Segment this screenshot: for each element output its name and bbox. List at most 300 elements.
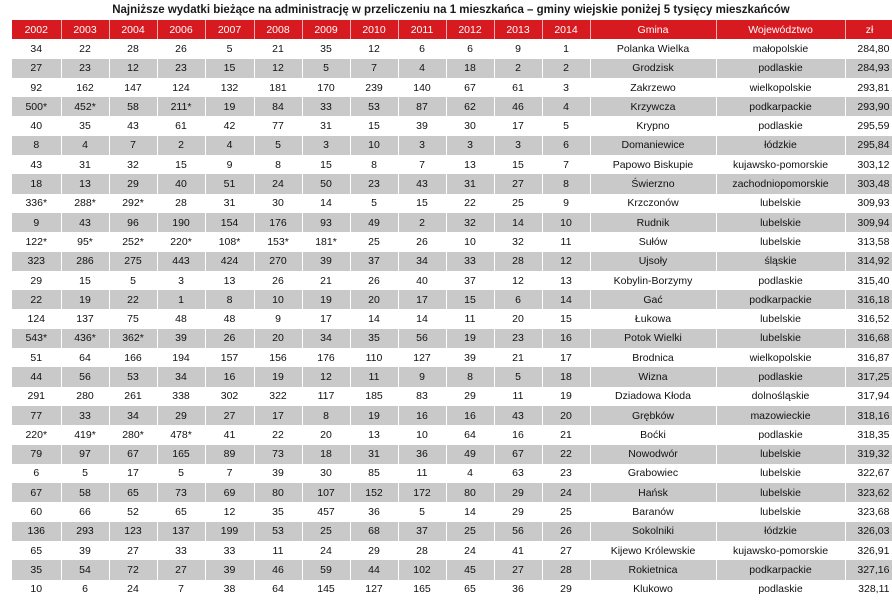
cell-rank: 6 xyxy=(398,39,446,58)
cell-rank: 29 xyxy=(157,406,205,425)
cell-rank: 72 xyxy=(109,560,157,579)
cell-rank: 16 xyxy=(446,406,494,425)
cell-rank: 51 xyxy=(205,174,254,193)
column-header: 2002 xyxy=(12,20,61,39)
cell-rank: 19 xyxy=(205,97,254,116)
cell-rank: 97 xyxy=(61,445,109,464)
cell-rank: 275 xyxy=(109,252,157,271)
cell-rank: 8 xyxy=(254,155,302,174)
cell-rank: 280 xyxy=(61,387,109,406)
cell-amount: 326,03 xyxy=(845,522,892,541)
cell-rank: 2 xyxy=(398,213,446,232)
cell-gmina: Świerzno xyxy=(590,174,716,193)
cell-rank: 9 xyxy=(205,155,254,174)
cell-rank: 56 xyxy=(398,329,446,348)
cell-rank: 28 xyxy=(542,560,590,579)
cell-rank: 15 xyxy=(205,59,254,78)
cell-rank: 49 xyxy=(350,213,398,232)
cell-rank: 165 xyxy=(157,445,205,464)
cell-rank: 17 xyxy=(398,290,446,309)
cell-rank: 9 xyxy=(12,213,61,232)
cell-rank: 73 xyxy=(157,483,205,502)
cell-amount: 293,90 xyxy=(845,97,892,116)
cell-rank: 288* xyxy=(61,194,109,213)
cell-gmina: Krzywcza xyxy=(590,97,716,116)
cell-rank: 61 xyxy=(494,78,542,97)
cell-rank: 24 xyxy=(446,541,494,560)
cell-rank: 293 xyxy=(61,522,109,541)
cell-rank: 29 xyxy=(350,541,398,560)
cell-rank: 35 xyxy=(302,39,350,58)
cell-rank: 17 xyxy=(542,348,590,367)
cell-wojewodztwo: lubelskie xyxy=(716,464,845,483)
cell-wojewodztwo: wielkopolskie xyxy=(716,348,845,367)
cell-rank: 25 xyxy=(302,522,350,541)
cell-rank: 29 xyxy=(109,174,157,193)
cell-wojewodztwo: podlaskie xyxy=(716,425,845,444)
table-row xyxy=(12,406,892,425)
column-header: Województwo xyxy=(716,20,845,39)
column-header: zł xyxy=(845,20,892,39)
table-row xyxy=(12,213,892,232)
cell-rank: 26 xyxy=(398,232,446,251)
table-row xyxy=(12,387,892,406)
cell-rank: 12 xyxy=(350,39,398,58)
cell-rank: 22 xyxy=(446,194,494,213)
column-header: 2004 xyxy=(109,20,157,39)
cell-rank: 17 xyxy=(302,309,350,328)
cell-rank: 92 xyxy=(12,78,61,97)
cell-rank: 27 xyxy=(205,406,254,425)
cell-rank: 12 xyxy=(494,271,542,290)
cell-rank: 36 xyxy=(398,445,446,464)
cell-rank: 127 xyxy=(398,348,446,367)
column-header: 2008 xyxy=(254,20,302,39)
cell-rank: 37 xyxy=(446,271,494,290)
cell-rank: 65 xyxy=(12,541,61,560)
cell-rank: 66 xyxy=(61,502,109,521)
cell-gmina: Rokietnica xyxy=(590,560,716,579)
cell-gmina: Papowo Biskupie xyxy=(590,155,716,174)
column-header: 2009 xyxy=(302,20,350,39)
ranking-table xyxy=(12,20,892,599)
cell-rank: 110 xyxy=(350,348,398,367)
cell-rank: 15 xyxy=(350,116,398,135)
cell-amount: 303,12 xyxy=(845,155,892,174)
cell-gmina: Hańsk xyxy=(590,483,716,502)
cell-wojewodztwo: lubelskie xyxy=(716,502,845,521)
table-row xyxy=(12,445,892,464)
cell-wojewodztwo: lubelskie xyxy=(716,232,845,251)
cell-rank: 29 xyxy=(446,387,494,406)
cell-wojewodztwo: podkarpackie xyxy=(716,290,845,309)
cell-rank: 35 xyxy=(61,116,109,135)
cell-rank: 9 xyxy=(494,39,542,58)
cell-rank: 15 xyxy=(302,155,350,174)
cell-rank: 4 xyxy=(205,136,254,155)
cell-wojewodztwo: małopolskie xyxy=(716,39,845,58)
cell-gmina: Klukowo xyxy=(590,580,716,599)
cell-rank: 5 xyxy=(61,464,109,483)
cell-rank: 29 xyxy=(542,580,590,599)
cell-gmina: Krypno xyxy=(590,116,716,135)
cell-rank: 127 xyxy=(350,580,398,599)
cell-rank: 137 xyxy=(61,309,109,328)
cell-wojewodztwo: podlaskie xyxy=(716,367,845,386)
cell-rank: 7 xyxy=(542,155,590,174)
cell-rank: 12 xyxy=(205,502,254,521)
cell-wojewodztwo: kujawsko-pomorskie xyxy=(716,541,845,560)
cell-rank: 35 xyxy=(254,502,302,521)
cell-rank: 68 xyxy=(350,522,398,541)
cell-wojewodztwo: podlaskie xyxy=(716,59,845,78)
cell-rank: 89 xyxy=(205,445,254,464)
cell-rank: 2 xyxy=(494,59,542,78)
cell-rank: 22 xyxy=(254,425,302,444)
cell-rank: 43 xyxy=(109,116,157,135)
cell-rank: 79 xyxy=(12,445,61,464)
cell-wojewodztwo: lubelskie xyxy=(716,213,845,232)
cell-rank: 14 xyxy=(398,309,446,328)
cell-rank: 35 xyxy=(12,560,61,579)
cell-rank: 37 xyxy=(398,522,446,541)
table-row xyxy=(12,290,892,309)
cell-rank: 132 xyxy=(205,78,254,97)
table-row xyxy=(12,78,892,97)
cell-rank: 13 xyxy=(446,155,494,174)
cell-rank: 14 xyxy=(302,194,350,213)
cell-rank: 424 xyxy=(205,252,254,271)
cell-rank: 261 xyxy=(109,387,157,406)
cell-rank: 34 xyxy=(398,252,446,271)
cell-rank: 44 xyxy=(12,367,61,386)
cell-rank: 52 xyxy=(109,502,157,521)
table-row xyxy=(12,59,892,78)
cell-amount: 314,92 xyxy=(845,252,892,271)
cell-rank: 58 xyxy=(109,97,157,116)
cell-rank: 67 xyxy=(12,483,61,502)
cell-rank: 17 xyxy=(494,116,542,135)
cell-rank: 67 xyxy=(446,78,494,97)
cell-rank: 96 xyxy=(109,213,157,232)
cell-rank: 40 xyxy=(398,271,446,290)
cell-rank: 31 xyxy=(446,174,494,193)
table-row xyxy=(12,522,892,541)
cell-rank: 10 xyxy=(350,136,398,155)
cell-rank: 41 xyxy=(494,541,542,560)
cell-wojewodztwo: podlaskie xyxy=(716,580,845,599)
cell-rank: 24 xyxy=(254,174,302,193)
cell-rank: 137 xyxy=(157,522,205,541)
cell-rank: 28 xyxy=(157,194,205,213)
cell-rank: 14 xyxy=(446,502,494,521)
cell-rank: 21 xyxy=(302,271,350,290)
cell-rank: 5 xyxy=(302,59,350,78)
cell-rank: 24 xyxy=(109,580,157,599)
column-header: 2014 xyxy=(542,20,590,39)
cell-rank: 3 xyxy=(542,78,590,97)
cell-rank: 6 xyxy=(494,290,542,309)
cell-gmina: Sułów xyxy=(590,232,716,251)
cell-amount: 326,91 xyxy=(845,541,892,560)
cell-gmina: Polanka Wielka xyxy=(590,39,716,58)
cell-rank: 270 xyxy=(254,252,302,271)
cell-rank: 145 xyxy=(302,580,350,599)
column-header: Gmina xyxy=(590,20,716,39)
cell-rank: 30 xyxy=(446,116,494,135)
cell-gmina: Boćki xyxy=(590,425,716,444)
cell-rank: 77 xyxy=(12,406,61,425)
cell-rank: 15 xyxy=(446,290,494,309)
cell-rank: 165 xyxy=(398,580,446,599)
cell-gmina: Sokolniki xyxy=(590,522,716,541)
cell-rank: 1 xyxy=(542,39,590,58)
cell-rank: 18 xyxy=(446,59,494,78)
cell-rank: 46 xyxy=(494,97,542,116)
cell-rank: 3 xyxy=(302,136,350,155)
cell-rank: 13 xyxy=(542,271,590,290)
cell-rank: 190 xyxy=(157,213,205,232)
cell-rank: 302 xyxy=(205,387,254,406)
table-body xyxy=(12,39,892,599)
cell-rank: 3 xyxy=(494,136,542,155)
column-header: 2011 xyxy=(398,20,446,39)
table-row xyxy=(12,97,892,116)
cell-rank: 8 xyxy=(12,136,61,155)
cell-rank: 17 xyxy=(254,406,302,425)
cell-rank: 123 xyxy=(109,522,157,541)
cell-rank: 23 xyxy=(542,464,590,483)
cell-rank: 108* xyxy=(205,232,254,251)
cell-amount: 323,62 xyxy=(845,483,892,502)
cell-rank: 11 xyxy=(446,309,494,328)
cell-wojewodztwo: lubelskie xyxy=(716,309,845,328)
cell-amount: 315,40 xyxy=(845,271,892,290)
cell-rank: 48 xyxy=(157,309,205,328)
cell-rank: 42 xyxy=(205,116,254,135)
cell-rank: 220* xyxy=(12,425,61,444)
cell-rank: 11 xyxy=(542,232,590,251)
table-row xyxy=(12,329,892,348)
cell-rank: 8 xyxy=(350,155,398,174)
cell-rank: 154 xyxy=(205,213,254,232)
cell-rank: 181 xyxy=(254,78,302,97)
cell-rank: 117 xyxy=(302,387,350,406)
header-row xyxy=(12,20,892,39)
cell-rank: 239 xyxy=(350,78,398,97)
cell-rank: 41 xyxy=(205,425,254,444)
cell-amount: 303,48 xyxy=(845,174,892,193)
cell-rank: 6 xyxy=(542,136,590,155)
cell-rank: 28 xyxy=(109,39,157,58)
cell-rank: 64 xyxy=(254,580,302,599)
table-row xyxy=(12,502,892,521)
table-row xyxy=(12,174,892,193)
cell-rank: 64 xyxy=(446,425,494,444)
cell-rank: 25 xyxy=(494,194,542,213)
cell-wojewodztwo: kujawsko-pomorskie xyxy=(716,155,845,174)
cell-amount: 322,67 xyxy=(845,464,892,483)
cell-gmina: Ujsoły xyxy=(590,252,716,271)
cell-rank: 5 xyxy=(157,464,205,483)
cell-rank: 34 xyxy=(109,406,157,425)
cell-rank: 24 xyxy=(542,483,590,502)
cell-rank: 7 xyxy=(398,155,446,174)
cell-rank: 26 xyxy=(542,522,590,541)
cell-rank: 452* xyxy=(61,97,109,116)
cell-rank: 172 xyxy=(398,483,446,502)
cell-rank: 5 xyxy=(254,136,302,155)
cell-amount: 328,11 xyxy=(845,580,892,599)
cell-amount: 316,68 xyxy=(845,329,892,348)
cell-amount: 284,93 xyxy=(845,59,892,78)
cell-rank: 176 xyxy=(302,348,350,367)
cell-amount: 327,16 xyxy=(845,560,892,579)
table-row xyxy=(12,309,892,328)
cell-rank: 181* xyxy=(302,232,350,251)
cell-rank: 27 xyxy=(12,59,61,78)
cell-rank: 291 xyxy=(12,387,61,406)
cell-gmina: Grabowiec xyxy=(590,464,716,483)
cell-rank: 40 xyxy=(157,174,205,193)
cell-gmina: Rudnik xyxy=(590,213,716,232)
cell-rank: 543* xyxy=(12,329,61,348)
cell-rank: 11 xyxy=(350,367,398,386)
cell-rank: 25 xyxy=(446,522,494,541)
cell-rank: 61 xyxy=(157,116,205,135)
cell-rank: 13 xyxy=(350,425,398,444)
cell-rank: 43 xyxy=(12,155,61,174)
cell-rank: 12 xyxy=(302,367,350,386)
cell-rank: 220* xyxy=(157,232,205,251)
cell-rank: 22 xyxy=(61,39,109,58)
cell-rank: 26 xyxy=(157,39,205,58)
cell-rank: 153* xyxy=(254,232,302,251)
cell-rank: 3 xyxy=(446,136,494,155)
cell-rank: 336* xyxy=(12,194,61,213)
cell-rank: 11 xyxy=(254,541,302,560)
cell-rank: 15 xyxy=(157,155,205,174)
cell-rank: 16 xyxy=(398,406,446,425)
cell-rank: 39 xyxy=(205,560,254,579)
cell-rank: 27 xyxy=(109,541,157,560)
cell-rank: 46 xyxy=(254,560,302,579)
table-row xyxy=(12,194,892,213)
cell-rank: 185 xyxy=(350,387,398,406)
column-header: 2006 xyxy=(157,20,205,39)
cell-rank: 12 xyxy=(542,252,590,271)
cell-rank: 20 xyxy=(542,406,590,425)
cell-rank: 292* xyxy=(109,194,157,213)
cell-rank: 156 xyxy=(254,348,302,367)
cell-rank: 9 xyxy=(542,194,590,213)
cell-amount: 323,68 xyxy=(845,502,892,521)
cell-rank: 80 xyxy=(254,483,302,502)
cell-gmina: Wizna xyxy=(590,367,716,386)
cell-rank: 62 xyxy=(446,97,494,116)
cell-rank: 45 xyxy=(446,560,494,579)
cell-wojewodztwo: lubelskie xyxy=(716,329,845,348)
cell-rank: 29 xyxy=(12,271,61,290)
table-row xyxy=(12,367,892,386)
cell-rank: 2 xyxy=(157,136,205,155)
cell-rank: 136 xyxy=(12,522,61,541)
cell-gmina: Nowodwór xyxy=(590,445,716,464)
cell-rank: 28 xyxy=(398,541,446,560)
cell-wojewodztwo: łódzkie xyxy=(716,522,845,541)
cell-rank: 77 xyxy=(254,116,302,135)
cell-rank: 20 xyxy=(350,290,398,309)
cell-rank: 162 xyxy=(61,78,109,97)
column-header: 2012 xyxy=(446,20,494,39)
cell-rank: 43 xyxy=(61,213,109,232)
cell-rank: 19 xyxy=(350,406,398,425)
cell-rank: 75 xyxy=(109,309,157,328)
cell-gmina: Gać xyxy=(590,290,716,309)
cell-rank: 21 xyxy=(542,425,590,444)
cell-rank: 18 xyxy=(542,367,590,386)
cell-rank: 6 xyxy=(61,580,109,599)
cell-rank: 23 xyxy=(350,174,398,193)
cell-rank: 10 xyxy=(542,213,590,232)
cell-amount: 316,87 xyxy=(845,348,892,367)
cell-rank: 34 xyxy=(157,367,205,386)
cell-wojewodztwo: podkarpackie xyxy=(716,97,845,116)
cell-rank: 12 xyxy=(254,59,302,78)
cell-rank: 322 xyxy=(254,387,302,406)
cell-rank: 65 xyxy=(446,580,494,599)
cell-rank: 170 xyxy=(302,78,350,97)
cell-rank: 83 xyxy=(398,387,446,406)
cell-rank: 59 xyxy=(302,560,350,579)
cell-rank: 22 xyxy=(542,445,590,464)
cell-rank: 6 xyxy=(12,464,61,483)
cell-rank: 33 xyxy=(205,541,254,560)
cell-rank: 37 xyxy=(350,252,398,271)
cell-gmina: Domaniewice xyxy=(590,136,716,155)
cell-rank: 16 xyxy=(542,329,590,348)
cell-wojewodztwo: dolnośląskie xyxy=(716,387,845,406)
cell-rank: 338 xyxy=(157,387,205,406)
cell-rank: 69 xyxy=(205,483,254,502)
cell-rank: 5 xyxy=(542,116,590,135)
cell-rank: 23 xyxy=(61,59,109,78)
cell-wojewodztwo: mazowieckie xyxy=(716,406,845,425)
cell-amount: 309,93 xyxy=(845,194,892,213)
cell-amount: 295,59 xyxy=(845,116,892,135)
cell-rank: 43 xyxy=(398,174,446,193)
cell-rank: 39 xyxy=(446,348,494,367)
cell-rank: 16 xyxy=(494,425,542,444)
cell-rank: 33 xyxy=(302,97,350,116)
cell-rank: 5 xyxy=(109,271,157,290)
cell-rank: 5 xyxy=(494,367,542,386)
cell-rank: 4 xyxy=(542,97,590,116)
cell-amount: 319,32 xyxy=(845,445,892,464)
cell-rank: 252* xyxy=(109,232,157,251)
cell-rank: 176 xyxy=(254,213,302,232)
cell-gmina: Dziadowa Kłoda xyxy=(590,387,716,406)
cell-wojewodztwo: lubelskie xyxy=(716,194,845,213)
cell-rank: 10 xyxy=(446,232,494,251)
cell-rank: 5 xyxy=(205,39,254,58)
cell-rank: 29 xyxy=(494,483,542,502)
cell-rank: 4 xyxy=(398,59,446,78)
cell-rank: 6 xyxy=(446,39,494,58)
cell-rank: 8 xyxy=(446,367,494,386)
cell-rank: 31 xyxy=(302,116,350,135)
cell-rank: 17 xyxy=(109,464,157,483)
